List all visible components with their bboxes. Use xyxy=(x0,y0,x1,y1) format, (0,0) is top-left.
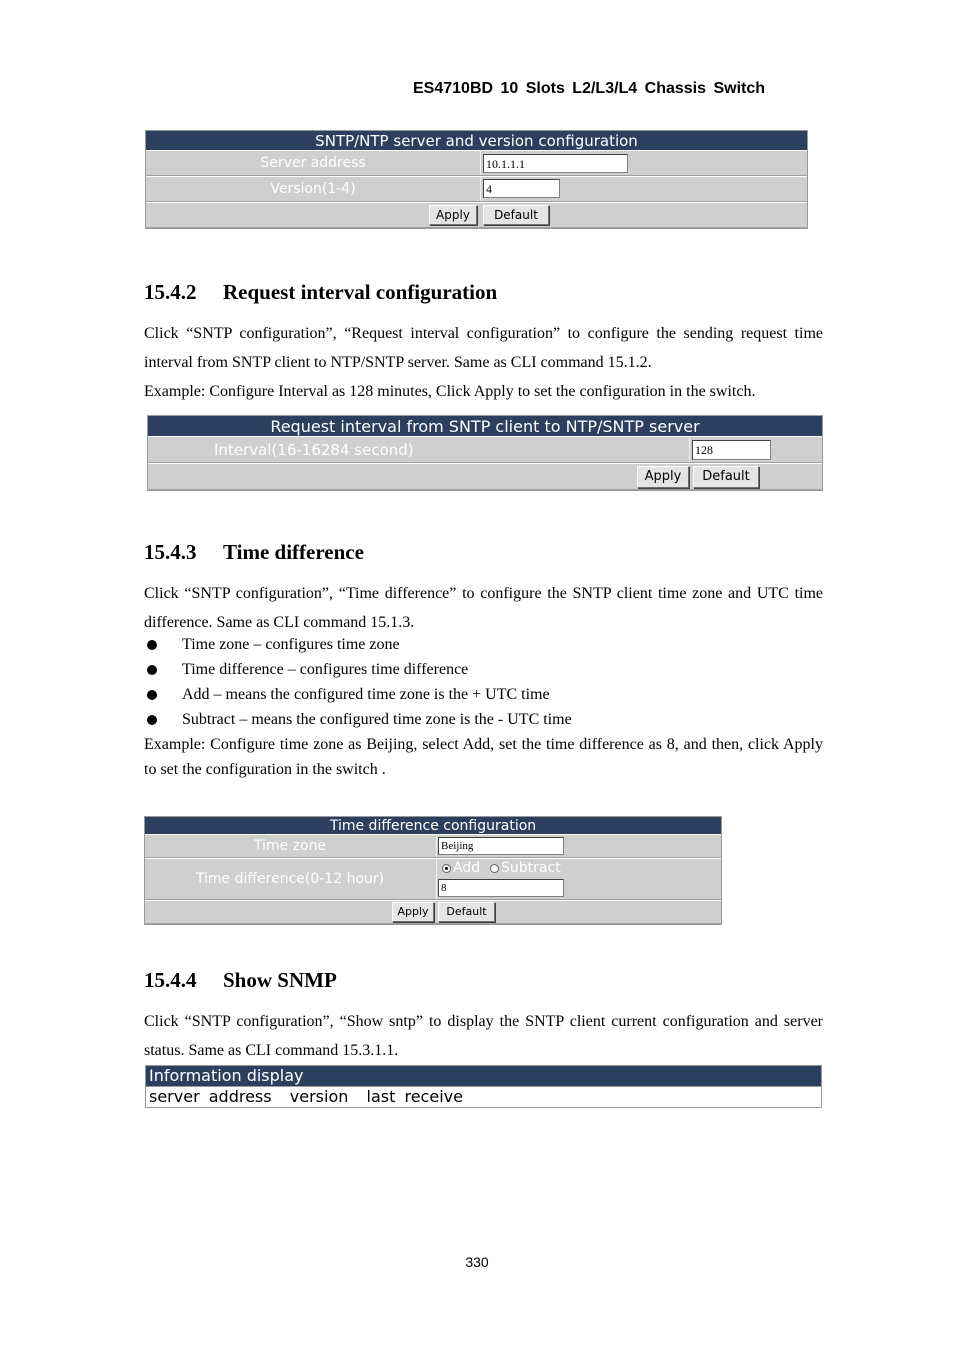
panel1-buttons-row xyxy=(146,202,807,228)
section-number: 15.4.2 xyxy=(144,280,197,304)
section-number: 15.4.3 xyxy=(144,540,197,564)
panel-title: Information display xyxy=(146,1066,821,1086)
time-zone-row xyxy=(145,834,721,858)
subtract-radio[interactable] xyxy=(490,864,499,873)
time-difference-row xyxy=(145,858,721,900)
default-button[interactable]: Default xyxy=(693,466,759,488)
paragraph: Example: Configure time zone as Beijing, select Add, set the time difference as 8, and then, click Apply to set the configuration in the switch . xyxy=(144,736,823,778)
interval-label: Interval(16-16284 second) xyxy=(214,440,414,459)
panel2-buttons-row xyxy=(148,463,822,490)
list-item: Add – means the configured time zone is the + UTC time xyxy=(144,682,823,707)
version-input[interactable]: 4 xyxy=(483,179,560,198)
default-button[interactable]: Default xyxy=(483,205,549,225)
apply-button[interactable]: Apply xyxy=(392,902,434,922)
version-label: Version(1-4) xyxy=(270,181,356,197)
time-difference-input[interactable]: 8 xyxy=(438,879,564,897)
time-difference-panel xyxy=(144,816,722,925)
section-heading-15-4-2 xyxy=(144,280,497,305)
apply-button[interactable]: Apply xyxy=(637,466,689,488)
section-heading-15-4-4 xyxy=(144,968,337,993)
section-title: Time difference xyxy=(223,540,364,564)
information-display-panel xyxy=(145,1065,822,1108)
panel3-buttons-row xyxy=(145,900,721,924)
add-radio[interactable] xyxy=(442,864,451,873)
panel-title: Time difference configuration xyxy=(145,817,721,834)
section-heading-15-4-3 xyxy=(144,540,364,565)
interval-row xyxy=(148,436,822,463)
page-number: 330 xyxy=(465,1254,489,1270)
running-header: ES4710BD 10 Slots L2/L3/L4 Chassis Switch xyxy=(413,80,766,97)
bullet-list xyxy=(144,632,823,732)
list-item: Time zone – configures time zone xyxy=(144,632,823,657)
paragraph: Click “SNTP configuration”, “Request interval configuration” to configure the sending request time interval from SNTP client to NTP/SNTP server. Same as CLI command 15.1.2. xyxy=(144,325,823,371)
time-zone-input[interactable]: Beijing xyxy=(438,837,564,855)
paragraph: Example: Configure Interval as 128 minutes, Click Apply to set the configuration in the switch. xyxy=(144,383,756,400)
default-button[interactable]: Default xyxy=(438,902,495,922)
time-zone-label: Time zone xyxy=(253,838,327,854)
section-title: Request interval configuration xyxy=(223,280,498,304)
apply-button[interactable]: Apply xyxy=(429,205,477,225)
paragraph: Click “SNTP configuration”, “Show sntp” to display the SNTP client current configuration and server status. Same as CLI command 15.3.1.1. xyxy=(144,1013,823,1059)
time-difference-label: Time difference(0-12 hour) xyxy=(195,871,385,887)
server-address-row xyxy=(146,150,807,176)
server-address-label: Server address xyxy=(260,155,366,171)
add-radio-label: Add xyxy=(453,860,481,876)
panel-title: SNTP/NTP server and version configuration xyxy=(146,131,807,150)
version-row xyxy=(146,176,807,202)
section-title: Show SNMP xyxy=(223,968,337,992)
interval-input[interactable]: 128 xyxy=(692,440,771,460)
server-address-input[interactable]: 10.1.1.1 xyxy=(483,154,628,173)
info-columns-row: server address version last receive xyxy=(146,1086,821,1107)
list-item: Subtract – means the configured time zone is the - UTC time xyxy=(144,707,823,732)
subtract-radio-label: Subtract xyxy=(501,860,561,876)
request-interval-panel xyxy=(147,415,823,491)
paragraph: Click “SNTP configuration”, “Time difference” to configure the SNTP client time zone and UTC time difference. Same as CLI command 15.1.3. xyxy=(144,585,823,631)
sntp-server-panel xyxy=(145,130,808,229)
list-item: Time difference – configures time difference xyxy=(144,657,823,682)
panel-title: Request interval from SNTP client to NTP/SNTP server xyxy=(148,416,822,436)
section-number: 15.4.4 xyxy=(144,968,197,992)
